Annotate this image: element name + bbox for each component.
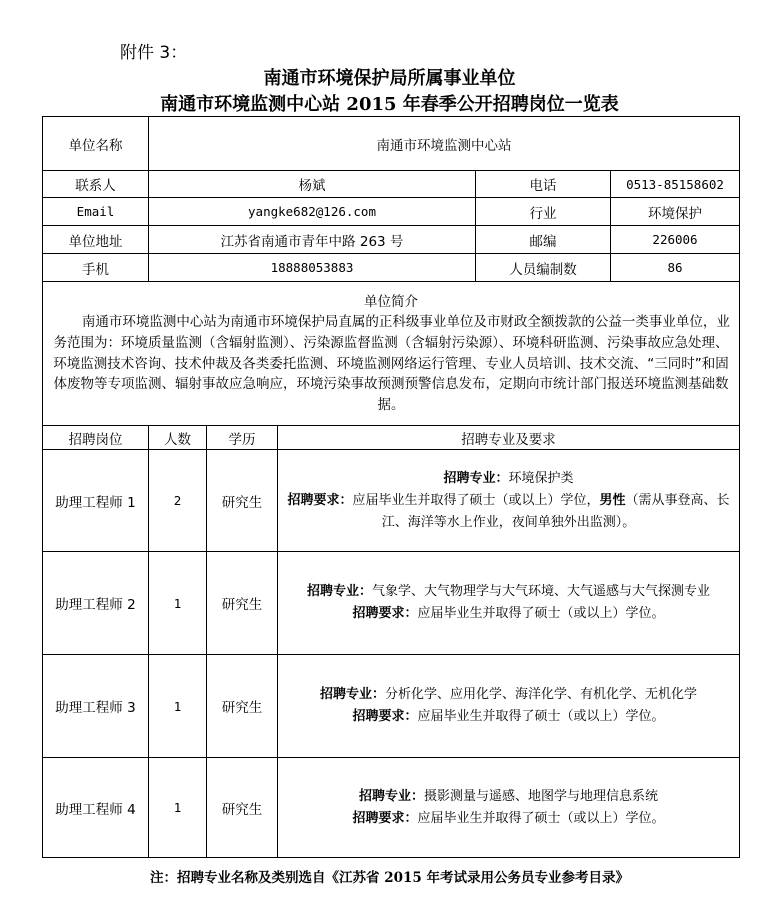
requirement-line — [282, 603, 735, 625]
title-line-2: 南通市环境监测中心站 2015 年春季公开招聘岗位一览表 — [160, 94, 619, 115]
postcode-value: 226006 — [611, 226, 740, 254]
requirement-label: 招聘要求： — [287, 492, 353, 508]
requirement-label: 招聘要求： — [352, 709, 418, 724]
position-post: 助理工程师 3 — [43, 655, 149, 758]
position-row-1 — [43, 450, 740, 552]
intro-text: 南通市环境监测中心站为南通市环境保护局直属的正科级事业单位及市财政全额拨款的公益一类事业单位，业务范围为：环境质量监测（含辐射监测）、污染源监督监测（含辐射污染源）、环境科研监测、污染事故应急处理、环境监测技术咨询、技术仲裁及各类委托监测、环境监测网络运行管理、专业人员培训、技术交流、“三同时”和固体废物等专项监测、辐射事故应急响应，环境污染事故预测预警信息发布，定期向市统计部门报送环境监测基础数据。 — [53, 314, 730, 413]
position-count: 1 — [149, 655, 207, 758]
major-line — [282, 786, 735, 808]
industry-label: 行业 — [476, 198, 611, 226]
requirement-label: 招聘要求： — [352, 606, 418, 621]
major-line — [282, 684, 735, 706]
header-requirements: 招聘专业及要求 — [278, 426, 740, 450]
position-row-2 — [43, 552, 740, 655]
staff-label: 人员编制数 — [476, 254, 611, 282]
row-unit-name — [43, 117, 740, 171]
row-mobile — [43, 254, 740, 282]
requirement-text: 应届毕业生并取得了硕士（或以上）学位。 — [417, 606, 665, 621]
position-row-4 — [43, 758, 740, 858]
footnote: 注：招聘专业名称及类别选自《江苏省 2015 年考试录用公务员专业参考目录》 — [150, 870, 629, 886]
position-post: 助理工程师 2 — [43, 552, 149, 655]
major-label: 招聘专业： — [358, 788, 424, 804]
position-requirements — [278, 450, 740, 552]
major-line — [282, 581, 735, 603]
major-label: 招聘专业： — [319, 687, 385, 702]
address-value: 江苏省南通市青年中路 263 号 — [149, 226, 476, 254]
phone-value: 0513-85158602 — [611, 171, 740, 198]
requirement-note: （需从事登高、长江、海洋等水上作业，夜间单独外出监测）。 — [381, 492, 730, 530]
major-text: 摄影测量与遥感、地图学与地理信息系统 — [424, 788, 659, 804]
major-line — [282, 468, 735, 490]
staff-value: 86 — [611, 254, 740, 282]
contact-value: 杨斌 — [149, 171, 476, 198]
attachment-label: 附件 3： — [120, 43, 188, 63]
row-address — [43, 226, 740, 254]
position-requirements — [278, 758, 740, 858]
unit-name-label: 单位名称 — [43, 117, 149, 171]
position-post: 助理工程师 4 — [43, 758, 149, 858]
row-email — [43, 198, 740, 226]
position-education: 研究生 — [207, 552, 278, 655]
header-post: 招聘岗位 — [43, 426, 149, 450]
row-contact — [43, 171, 740, 198]
recruitment-table — [42, 116, 740, 858]
position-education: 研究生 — [207, 450, 278, 552]
row-intro — [43, 282, 740, 426]
industry-value: 环境保护 — [611, 198, 740, 226]
position-post: 助理工程师 1 — [43, 450, 149, 552]
title-line-1: 南通市环境保护局所属事业单位 — [263, 68, 516, 89]
major-label: 招聘专业： — [443, 470, 509, 486]
position-requirements — [278, 655, 740, 758]
mobile-value: 18888053883 — [149, 254, 476, 282]
position-count: 1 — [149, 552, 207, 655]
intro-label: 单位简介 — [364, 293, 418, 310]
email-label: Email — [43, 198, 149, 226]
requirement-line — [282, 706, 735, 728]
position-requirements — [278, 552, 740, 655]
position-count: 1 — [149, 758, 207, 858]
requirement-label: 招聘要求： — [352, 810, 418, 826]
major-text: 环境保护类 — [508, 470, 574, 486]
unit-name-value: 南通市环境监测中心站 — [149, 117, 740, 171]
mobile-label: 手机 — [43, 254, 149, 282]
phone-label: 电话 — [476, 171, 611, 198]
major-text: 分析化学、应用化学、海洋化学、有机化学、无机化学 — [385, 687, 698, 702]
position-count: 2 — [149, 450, 207, 552]
requirement-text: 应届毕业生并取得了硕士（或以上）学位。 — [417, 709, 665, 724]
header-count: 人数 — [149, 426, 207, 450]
requirement-line — [282, 490, 735, 534]
requirement-line — [282, 808, 735, 830]
contact-label: 联系人 — [43, 171, 149, 198]
position-row-3 — [43, 655, 740, 758]
major-label: 招聘专业： — [306, 584, 372, 599]
postcode-label: 邮编 — [476, 226, 611, 254]
major-text: 气象学、大气物理学与大气环境、大气遥感与大气探测专业 — [372, 584, 711, 599]
intro-cell — [43, 282, 740, 426]
requirement-text: 应届毕业生并取得了硕士（或以上）学位， — [352, 492, 600, 508]
address-label: 单位地址 — [43, 226, 149, 254]
position-education: 研究生 — [207, 758, 278, 858]
requirement-text: 应届毕业生并取得了硕士（或以上）学位。 — [417, 810, 665, 826]
position-education: 研究生 — [207, 655, 278, 758]
header-education: 学历 — [207, 426, 278, 450]
requirement-gender: 男性 — [599, 492, 626, 508]
positions-header-row — [43, 426, 740, 450]
email-value: yangke682@126.com — [149, 198, 476, 226]
